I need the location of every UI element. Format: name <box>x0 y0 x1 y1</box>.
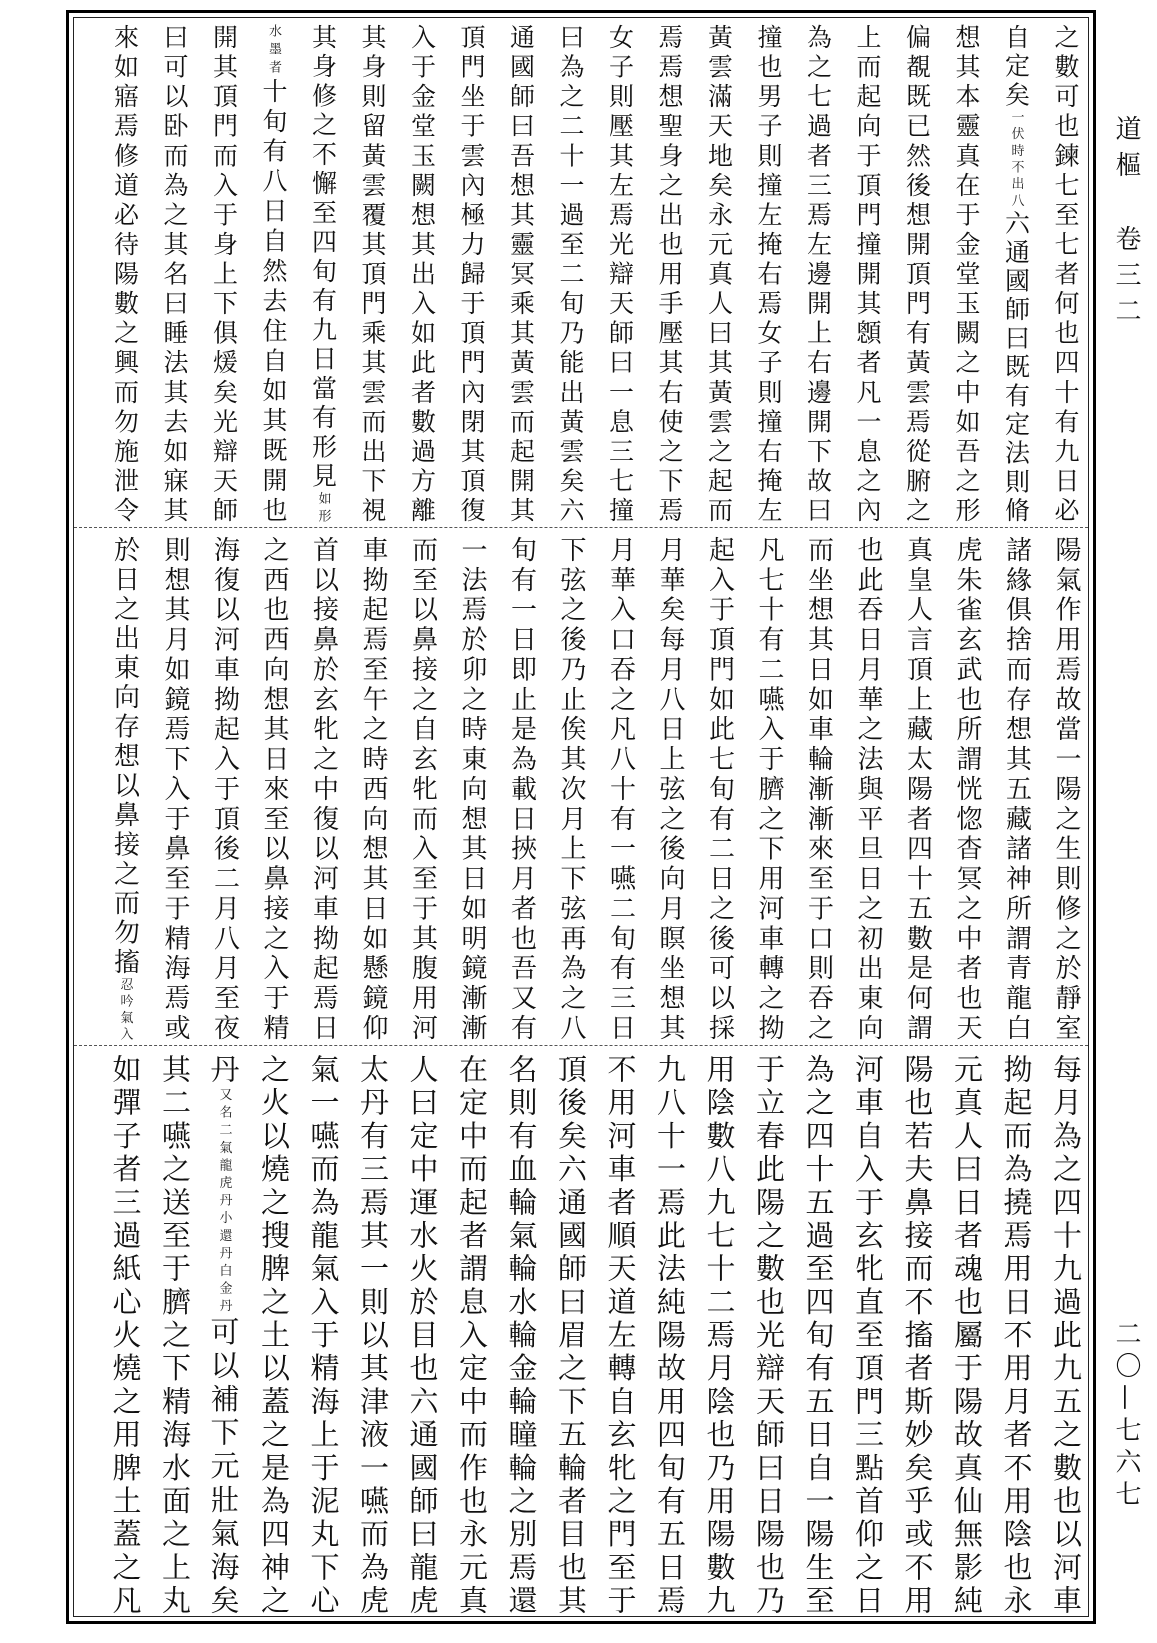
text-run: 一法焉於卯之時東向想其日如明鏡漸漸 <box>457 536 487 1040</box>
text-run: 頂後矣六通國師曰眉之下五輪者目也其 <box>554 1054 588 1614</box>
text-run: 丹 <box>206 1054 241 1088</box>
text-column <box>397 1054 447 1614</box>
text-run: 首以接鼻於玄牝之中復以河車拗起焉日 <box>308 536 339 1040</box>
text-column <box>249 536 299 1040</box>
text-column <box>595 536 645 1040</box>
text-run: 而坐想其日如車輪漸漸來至于口則吞之 <box>803 536 834 1040</box>
text-column <box>991 1054 1041 1614</box>
text-run: 開其頂門而入于身上下俱煖矣光辯天師 <box>209 24 239 522</box>
text-run: 下弦之後乃止俟其次月上下弦再為之八 <box>556 536 586 1040</box>
register-top <box>100 24 1090 522</box>
text-run: 則想其月如鏡焉下入于鼻至于精海焉或 <box>160 536 190 1040</box>
text-column <box>1041 536 1091 1040</box>
register-divider-upper <box>74 527 1088 528</box>
annotation-note: 如形 <box>315 491 331 522</box>
text-column <box>942 1054 992 1614</box>
text-run: 而至以鼻接之自玄牝而入至于其腹用河 <box>407 536 438 1040</box>
text-column <box>793 536 843 1040</box>
text-run: 元真人曰日者魂也屬于陽故真仙無影純 <box>950 1054 984 1614</box>
text-run: 旬有一日即止是為載日挾月者也吾又有 <box>506 536 537 1040</box>
text-column <box>397 24 447 522</box>
text-run: 想其本靈真在于金堂玉闕之中如吾之形 <box>952 24 981 522</box>
text-column <box>595 1054 645 1614</box>
text-run: 凡七十有二嚥入于臍之下用河車轉之拗 <box>754 536 784 1040</box>
text-column <box>843 24 893 522</box>
annotation-note: 一伏時不出八 <box>1008 110 1024 211</box>
text-column <box>348 536 398 1040</box>
text-column <box>199 1054 249 1614</box>
text-column <box>150 536 200 1040</box>
text-run: 通國師曰吾想其靈冥乘其黃雲而起開其 <box>506 24 536 522</box>
text-column <box>496 24 546 522</box>
text-run: 于立春此陽之數也光辯天師曰日陽也乃 <box>752 1054 786 1614</box>
text-column <box>199 536 249 1040</box>
text-run: 用陰數八九七十二焉月陰也乃用陽數九 <box>702 1054 737 1614</box>
text-column <box>397 536 447 1040</box>
text-run: 十旬有八日自然去住自如其既開也 <box>259 77 288 522</box>
text-run: 撞也男子則撞左掩右焉女子則撞右掩左 <box>754 24 783 522</box>
text-column <box>793 1054 843 1614</box>
register-bottom <box>100 1054 1090 1614</box>
text-column <box>1041 24 1091 522</box>
text-column <box>942 536 992 1040</box>
text-column <box>298 24 348 522</box>
text-column <box>892 1054 942 1614</box>
annotation-note: 水墨者 <box>266 24 281 78</box>
text-column <box>645 24 695 522</box>
text-column <box>694 24 744 522</box>
text-run: 九八十一焉此法純陽故用四旬有五日焉 <box>653 1054 687 1614</box>
text-run: 諸緣俱捨而存想其五藏諸神所謂青龍白 <box>1001 536 1032 1040</box>
text-run: 月華入口吞之凡八十有一嚥二旬有三日 <box>605 536 636 1040</box>
text-column <box>546 24 596 522</box>
text-run: 不用河車者順天道左轉自玄牝之門至于 <box>603 1054 638 1614</box>
volume-label: 卷三二 <box>1111 225 1141 333</box>
page-number: 二〇—七六七 <box>1111 1320 1141 1512</box>
text-column <box>100 1054 150 1614</box>
text-run: 入于金堂玉闕想其出入如此者數過方離 <box>407 24 437 522</box>
text-run: 六通國師曰既有定法則脩 <box>1001 210 1031 522</box>
text-run: 黃雲滿天地矣永元真人曰其黃雲之起而 <box>704 24 734 522</box>
text-run: 也此吞日月華之法與平旦日之初出東向 <box>853 536 883 1040</box>
text-column <box>744 1054 794 1614</box>
text-run: 氣一嚥而為龍氣入于精海上于泥丸下心 <box>306 1054 341 1614</box>
text-run: 曰可以卧而為之其名曰睡法其去如寐其 <box>160 24 189 522</box>
text-column <box>694 1054 744 1614</box>
text-run: 其身修之不懈至四旬有九日當有形見 <box>308 24 338 492</box>
text-column <box>546 1054 596 1614</box>
text-run: 起入于頂門如此七旬有二日之後可以採 <box>704 536 735 1040</box>
text-run: 之西也西向想其日來至以鼻接之入于精 <box>259 536 289 1040</box>
text-column <box>744 24 794 522</box>
text-column <box>100 24 150 522</box>
text-run: 頂門坐于雲內極力歸于頂門內閉其頂復 <box>457 24 486 522</box>
text-column <box>447 1054 497 1614</box>
text-column <box>942 24 992 522</box>
text-run: 每月為之四十九過此九五之數也以河車 <box>1049 1054 1083 1614</box>
text-column <box>991 24 1041 522</box>
text-run: 上而起向于頂門撞開其顖者凡一息之內 <box>853 24 882 522</box>
text-column <box>150 1054 200 1614</box>
text-column <box>447 536 497 1040</box>
text-run: 河車自入于玄牝直至頂門三點首仰之日 <box>851 1054 885 1614</box>
text-run: 太丹有三焉其一則以其津液一嚥而為虎 <box>356 1054 390 1614</box>
text-run: 月華矣每月八日上弦之後向月瞑坐想其 <box>655 536 685 1040</box>
text-run: 其身則留黃雲覆其頂門乘其雲而出下視 <box>358 24 387 522</box>
text-run: 虎朱雀玄武也所謂恍惚杳冥之中者也天 <box>952 536 982 1040</box>
register-divider-lower <box>74 1045 1088 1046</box>
text-run: 陽也若夫鼻接而不搐者斯妙矣乎或不用 <box>900 1054 935 1614</box>
text-column <box>744 536 794 1040</box>
text-column <box>298 536 348 1040</box>
text-column <box>298 1054 348 1614</box>
text-run: 女子則壓其左焉光辯天師曰一息三七撞 <box>605 24 635 522</box>
text-run: 在定中而起者謂息入定中而作也永元真 <box>455 1054 489 1614</box>
text-column <box>496 536 546 1040</box>
text-column <box>199 24 249 522</box>
text-run: 為之七過者三焉左邊開上右邊開下故曰 <box>803 24 833 522</box>
text-column <box>249 1054 299 1614</box>
text-run: 拗起而為撓焉用日不用月者不用陰也永 <box>999 1054 1034 1614</box>
text-run: 來如寤焉修道必待陽數之興而勿施泄令 <box>110 24 140 522</box>
text-column <box>595 24 645 522</box>
text-column <box>348 24 398 522</box>
text-run: 如彈子者三過紙心火燒之用脾土蓋之凡 <box>108 1054 143 1614</box>
text-run: 海復以河車拗起入于頂後二月八月至夜 <box>209 536 240 1040</box>
text-run: 為之四十五過至四旬有五日自一陽生至 <box>801 1054 836 1614</box>
text-run: 名則有血輪氣輪水輪金輪瞳輪之別焉還 <box>504 1054 539 1614</box>
text-run: 之數可也鍊七至七者何也四十有九日必 <box>1051 24 1080 522</box>
text-column <box>892 536 942 1040</box>
text-run: 可以補下元壯氣海矣 <box>206 1316 241 1614</box>
text-run: 陽氣作用焉故當一陽之生則修之於靜室 <box>1051 536 1081 1040</box>
text-run: 其二嚥之送至于臍之下精海水面之上丸 <box>158 1054 192 1614</box>
text-column <box>793 24 843 522</box>
text-column <box>694 536 744 1040</box>
annotation-note: 忍吟氣入 <box>117 977 133 1040</box>
text-column <box>843 1054 893 1614</box>
text-column <box>1041 1054 1091 1614</box>
register-middle <box>100 536 1090 1040</box>
text-run: 人曰定中運水火於目也六通國師曰龍虎 <box>405 1054 440 1614</box>
text-column <box>447 24 497 522</box>
annotation-note: 又名二氣龍虎丹小還丹白金丹 <box>216 1087 232 1317</box>
text-run: 自定矣 <box>1001 24 1031 111</box>
text-column <box>645 1054 695 1614</box>
text-run: 曰為之二十一過至二旬乃能出黃雲矣六 <box>556 24 585 522</box>
text-run: 真皇人言頂上藏太陽者四十五數是何謂 <box>902 536 933 1040</box>
text-column <box>892 24 942 522</box>
text-run: 之火以燒之搜脾之土以蓋之是為四神之 <box>257 1054 291 1614</box>
text-column <box>546 536 596 1040</box>
text-column <box>496 1054 546 1614</box>
text-column <box>348 1054 398 1614</box>
text-run: 於日之出東向存想以鼻接之而勿搐 <box>109 536 140 978</box>
text-run: 車拗起焉至午之時西向想其日如懸鏡仰 <box>358 536 388 1040</box>
text-column <box>100 536 150 1040</box>
text-column <box>645 536 695 1040</box>
book-title: 道樞 <box>1111 115 1141 187</box>
text-run: 偏覩既已然後想開頂門有黃雲焉從腑之 <box>902 24 932 522</box>
text-column <box>249 24 299 522</box>
text-column <box>150 24 200 522</box>
text-column <box>991 536 1041 1040</box>
text-run: 焉焉想聖身之出也用手壓其右使之下焉 <box>655 24 684 522</box>
text-column <box>843 536 893 1040</box>
